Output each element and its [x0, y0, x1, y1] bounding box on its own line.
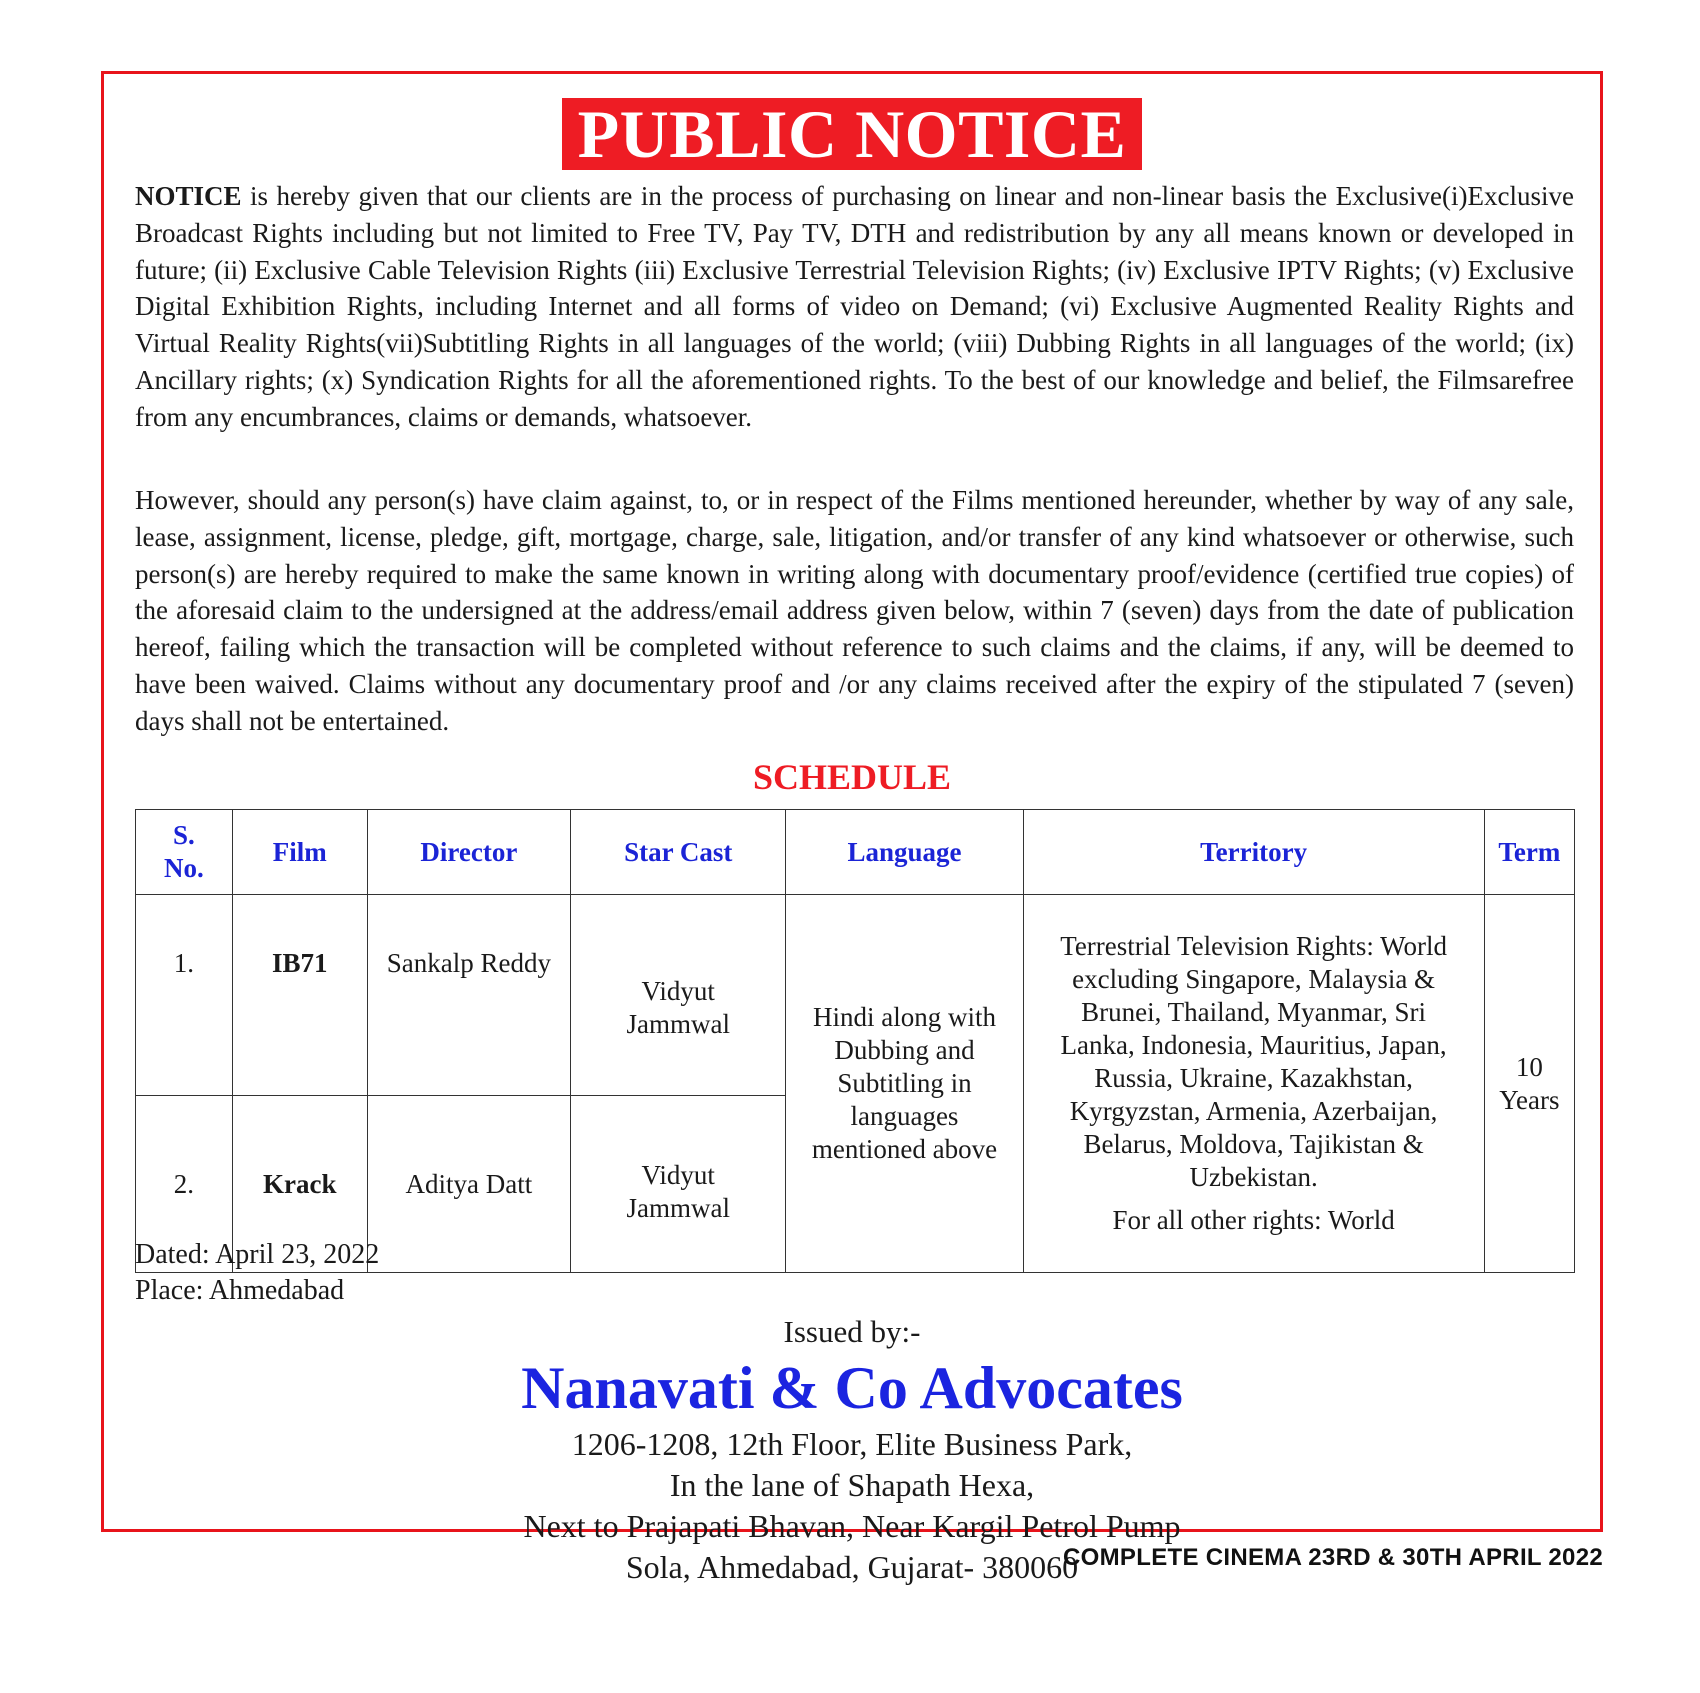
address-line: Sola, Ahmedabad, Gujarat- 380060: [625, 1549, 1079, 1585]
star-cast-line2: Jammwal: [626, 1193, 730, 1223]
header-director: Director: [367, 810, 570, 895]
header-term: Term: [1484, 810, 1574, 895]
header-territory: Territory: [1023, 810, 1484, 895]
language-line: Hindi along with: [812, 1002, 996, 1032]
address-line: Next to Prajapati Bhavan, Near Kargil Petrol Pump: [523, 1508, 1181, 1544]
territory-line: Brunei, Thailand, Myanmar, Sri: [1081, 997, 1427, 1027]
territory-line: Belarus, Moldova, Tajikistan &: [1083, 1129, 1424, 1159]
header-sno-line1: S.: [173, 820, 195, 850]
cell-star-cast: [571, 895, 786, 1096]
notice-paragraph-1: [135, 178, 1574, 436]
cell-sno: 2.: [136, 1096, 233, 1273]
cell-language: [786, 895, 1023, 1273]
territory-line: Uzbekistan.: [1189, 1162, 1318, 1192]
dated-text: Dated: April 23, 2022: [135, 1239, 380, 1270]
territory-line: Russia, Ukraine, Kazakhstan,: [1094, 1063, 1413, 1093]
star-cast-line1: Vidyut: [641, 1160, 715, 1190]
territory-line: Lanka, Indonesia, Mauritius, Japan,: [1060, 1030, 1447, 1060]
notice-paragraph-1-text: is hereby given that our clients are in the process of purchasing on linear and non-linear basis the Exclusive(i)Exclusive Broadcast Rights including but not limited to Free TV, Pay TV, DTH and redistribution by any all means known or developed in future; (ii) Exclusive Cable Television Rights (iii) Exclusive Terrestrial Television Rights; (iv) Exclusive IPTV Rights; (v) Exclusive Digital Exhibition Rights, including Internet and all forms of video on Demand; (vi) Exclusive Augmented Reality Rights and Virtual Reality Rights(vii)Subtitling Rights in all languages of the world; (viii) Dubbing Rights in all languages of the world; (ix) Ancillary rights; (x) Syndication Rights for all the aforementioned rights. To the best of our knowledge and belief, the Filmsarefree from any encumbrances, claims or demands, whatsoever.: [135, 181, 1574, 432]
territory-line: Terrestrial Television Rights: World: [1060, 931, 1447, 961]
header-sno: [136, 810, 233, 895]
cell-director: Sankalp Reddy: [367, 895, 570, 1096]
place-text: Place: Ahmedabad: [135, 1275, 345, 1306]
notice-lead: NOTICE: [135, 181, 242, 211]
cell-film: IB71: [232, 895, 367, 1096]
cell-director: Aditya Datt: [367, 1096, 570, 1273]
address-line: 1206-1208, 12th Floor, Elite Business Park,: [571, 1426, 1133, 1462]
term-line1: 10: [1515, 1051, 1543, 1082]
table-header-row: [136, 810, 1575, 895]
date-place-block: [135, 1237, 379, 1309]
address-line: In the lane of Shapath Hexa,: [669, 1467, 1035, 1503]
language-line: Dubbing and: [834, 1035, 975, 1065]
territory-other: For all other rights: World: [1112, 1205, 1395, 1235]
firm-name: Nanavati & Co Advocates: [521, 1355, 1183, 1421]
header-star-cast: Star Cast: [571, 810, 786, 895]
cell-term: [1484, 895, 1574, 1273]
term-line2: Years: [1499, 1084, 1560, 1115]
cell-star-cast: [571, 1096, 786, 1273]
star-cast-line1: Vidyut: [641, 976, 715, 1006]
publication-footer: COMPLETE CINEMA 23RD & 30TH APRIL 2022: [1063, 1544, 1603, 1571]
cell-film: Krack: [232, 1096, 367, 1273]
language-line: languages: [850, 1101, 959, 1131]
table-row: [136, 895, 1575, 1096]
territory-line: excluding Singapore, Malaysia &: [1072, 964, 1436, 994]
language-line: mentioned above: [811, 1134, 998, 1164]
notice-paragraph-2: However, should any person(s) have claim against, to, or in respect of the Films mentioned hereunder, whether by way of any sale, lease, assignment, license, pledge, gift, mortgage, charge, sale, litigation, and/or transfer of any kind whatsoever or otherwise, such person(s) are hereby required to make the same known in writing along with documentary proof/evidence (certified true copies) of the aforesaid claim to the undersigned at the address/email address given below, within 7 (seven) days from the date of publication hereof, failing which the transaction will be completed without reference to such claims and the claims, if any, will be deemed to have been waived. Claims without any documentary proof and /or any claims received after the expiry of the stipulated 7 (seven) days shall not be entertained.: [135, 485, 1574, 736]
page-title: PUBLIC NOTICE: [562, 98, 1143, 170]
cell-sno: 1.: [136, 895, 233, 1096]
schedule-table: [135, 809, 1575, 1273]
schedule-title: SCHEDULE: [752, 757, 952, 797]
title-wrap: [104, 98, 1600, 170]
header-film: Film: [232, 810, 367, 895]
header-language: Language: [786, 810, 1023, 895]
language-line: Subtitling in: [837, 1068, 972, 1098]
issued-by: Issued by:-: [783, 1314, 921, 1349]
star-cast-line2: Jammwal: [626, 1009, 730, 1039]
header-sno-line2: No.: [164, 853, 204, 883]
territory-line: Kyrgyzstan, Armenia, Azerbaijan,: [1069, 1096, 1438, 1126]
cell-territory: [1023, 895, 1484, 1273]
